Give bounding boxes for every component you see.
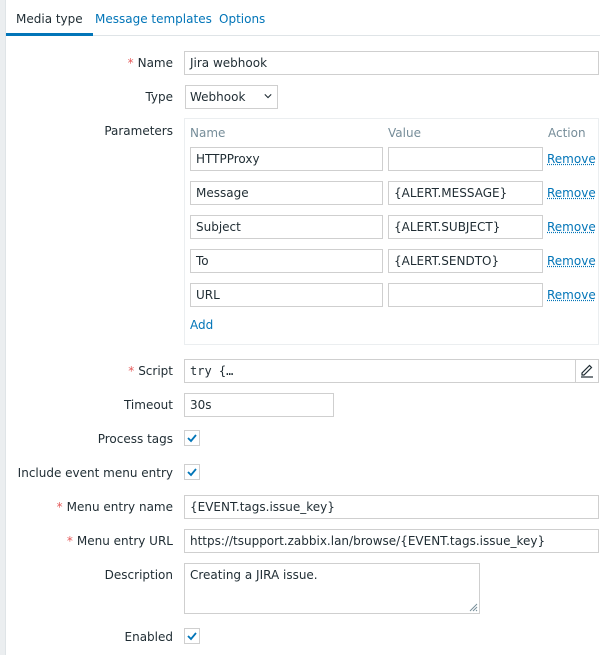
- name-label: [128, 56, 173, 70]
- param-value-input[interactable]: {ALERT.SENDTO}: [388, 249, 543, 273]
- menu-entry-name-input[interactable]: {EVENT.tags.issue_key}: [184, 495, 599, 519]
- param-remove-link[interactable]: Remove: [547, 220, 596, 234]
- type-label: Type: [145, 90, 173, 104]
- form-panel: [5, 0, 600, 655]
- include-menu-checkbox[interactable]: [184, 464, 200, 480]
- params-header-name: Name: [190, 126, 226, 140]
- checkmark-icon: [186, 432, 198, 444]
- param-remove-link[interactable]: Remove: [547, 254, 596, 268]
- param-name-input[interactable]: Message: [190, 181, 383, 205]
- param-remove-link[interactable]: Remove: [547, 152, 596, 166]
- menu-url-label-text: Menu entry URL: [76, 534, 173, 548]
- resize-handle-icon[interactable]: [468, 602, 478, 612]
- script-value: try {…: [190, 364, 234, 378]
- tab-options[interactable]: Options: [219, 12, 266, 26]
- required-mark: *: [127, 56, 134, 70]
- description-label: Description: [104, 568, 173, 582]
- add-parameter-link[interactable]: Add: [190, 318, 214, 332]
- timeout-label: Timeout: [123, 398, 173, 412]
- chevron-down-icon: [264, 92, 272, 100]
- param-name-input[interactable]: HTTPProxy: [190, 147, 383, 171]
- parameters-table: [184, 118, 599, 345]
- required-mark: *: [66, 534, 73, 548]
- description-value: Creating a JIRA issue.: [190, 568, 318, 582]
- param-name-input[interactable]: Subject: [190, 215, 383, 239]
- checkmark-icon: [186, 630, 198, 642]
- param-value-input[interactable]: {ALERT.MESSAGE}: [388, 181, 543, 205]
- param-value-input[interactable]: [388, 147, 543, 171]
- tab-bar: [6, 0, 600, 36]
- enabled-checkbox[interactable]: [184, 628, 200, 644]
- enabled-label: Enabled: [124, 630, 173, 644]
- menu-name-label-text: Menu entry name: [66, 500, 173, 514]
- description-textarea[interactable]: [184, 563, 480, 614]
- name-input[interactable]: Jira webhook: [184, 51, 599, 75]
- include-menu-label: Include event menu entry: [17, 466, 173, 480]
- script-label-text: Script: [138, 364, 173, 378]
- required-mark: *: [128, 364, 135, 378]
- param-name-input[interactable]: URL: [190, 283, 383, 307]
- param-value-input[interactable]: {ALERT.SUBJECT}: [388, 215, 543, 239]
- process-tags-checkbox[interactable]: [184, 430, 200, 446]
- edit-script-button[interactable]: [575, 360, 598, 382]
- menu-url-label: [67, 534, 173, 548]
- type-select-value: Webhook: [190, 90, 246, 104]
- menu-entry-url-input[interactable]: https://tsupport.zabbix.lan/browse/{EVENT.tags.issue_key}: [184, 529, 599, 553]
- menu-name-label: [57, 500, 173, 514]
- process-tags-label: Process tags: [97, 432, 173, 446]
- checkmark-icon: [186, 466, 198, 478]
- params-header-action: Action: [548, 126, 586, 140]
- params-header-value: Value: [388, 126, 421, 140]
- param-remove-link[interactable]: Remove: [547, 186, 596, 200]
- parameters-label: Parameters: [104, 124, 173, 138]
- timeout-input[interactable]: 30s: [184, 393, 334, 417]
- name-label-text: Name: [137, 56, 173, 70]
- required-mark: *: [56, 500, 63, 514]
- tab-message-templates[interactable]: Message templates: [95, 12, 212, 26]
- param-name-input[interactable]: To: [190, 249, 383, 273]
- pencil-icon: [576, 360, 598, 382]
- script-input[interactable]: [184, 359, 599, 383]
- type-select[interactable]: [185, 85, 278, 109]
- param-value-input[interactable]: [388, 283, 543, 307]
- param-remove-link[interactable]: Remove: [547, 288, 596, 302]
- script-label: [128, 364, 173, 378]
- tab-media-type[interactable]: Media type: [6, 0, 93, 36]
